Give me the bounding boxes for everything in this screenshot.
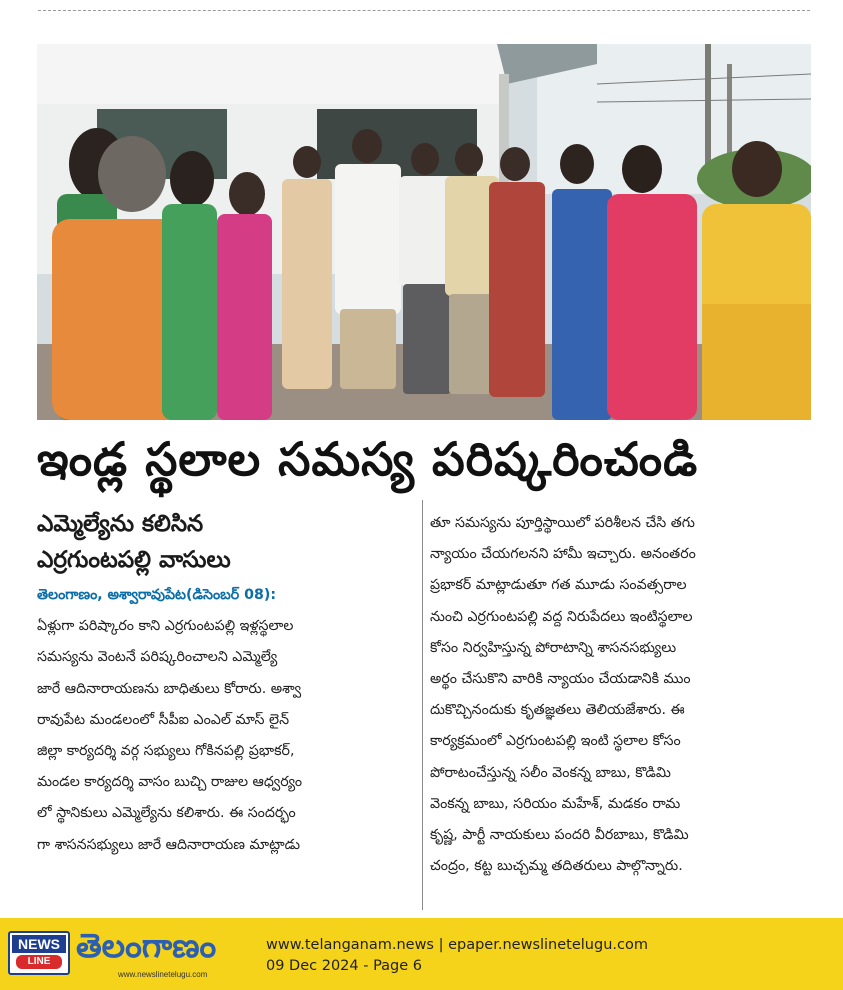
body-line: కార్యక్రమంలో ఎర్రగుంటపల్లి ఇంటి స్థలాల కోసం [430,733,681,750]
newsline-logo [8,931,70,975]
body-line: లో స్థానికులు ఎమ్మెల్యేను కలిశారు. ఈ సందర్భం [37,805,296,822]
headline: ఇండ్ల స్థలాల సమస్య పరిష్కరించండి [37,432,699,486]
body-line: మండల కార్యదర్శి వాసం బుచ్చి రాజుల ఆధ్వర్యం [37,774,303,791]
body-line: నుంచి ఎర్రగుంటపల్లి వద్ద నిరుపేదలు ఇంటిస్థలాల [430,608,693,625]
body-line: తూ సమస్యను పూర్తిస్థాయిలో పరిశీలన చేసి తగు [430,515,695,531]
body-line: గా శాసనసభ్యులు జారే ఆదినారాయణ మాట్లాడు [37,836,300,853]
body-line: దుకొచ్చినందుకు కృతజ్ఞతలు తెలియజేశారు. ఈ [430,702,685,719]
body-line: వెంకన్న బాబు, సరియం మహేశ్, మడకం రామ [430,795,681,812]
footer-date-page: 09 Dec 2024 - Page 6 [266,958,423,974]
body-line: కృష్ణ, పార్టీ నాయకులు పందరి వీరబాబు, కొడిమి [430,827,689,844]
body-line: ఏళ్లుగా పరిష్కారం కాని ఎర్రగుంటపల్లి ఇళ్లస్థలాల [37,618,294,635]
body-line: రావుపేట మండలంలో సీపీఐ ఎంఎల్ మాస్ లైన్ [37,711,290,728]
body-line: ప్రభాకర్ మాట్లాడుతూ గత మూడు సంవత్సరాల [430,577,687,594]
group-photo-illustration [37,44,811,420]
dateline: తెలంగాణం, అశ్వారావుపేట(డిసెంబర్ 08): [37,587,277,603]
footer-urls: www.telanganam.news | epaper.newslinetelugu.com [266,937,648,953]
body-line: సమస్యను వెంటనే పరిష్కరించాలని ఎమ్మెల్యే [37,649,278,666]
subheadline-line-2: ఎర్రగుంటపల్లి వాసులు [37,547,231,573]
body-line: జిల్లా కార్యదర్శి వర్గ సభ్యులు గోకినపల్లి ప్రభాకర్, [37,743,295,760]
top-dashed-rule [38,10,810,11]
body-line: పోరాటంచేస్తున్న సలీం వెంకన్న బాబు, కొడిమి [430,764,671,781]
column-divider [422,500,423,910]
body-line: న్యాయం చేయగలనని హామీ ఇచ్చారు. అనంతరం [430,546,696,563]
subheadline-line-1: ఎమ్మెల్యేను కలిసిన [37,511,204,537]
body-line: కోసం నిర్వహిస్తున్న పోరాటాన్ని శాసనసభ్యులు [430,639,677,656]
news-photo [37,44,811,420]
body-line: జారే ఆదినారాయణను బాధితులు కోరారు. అశ్వా [37,680,302,697]
brand-name: తెలంగాణం [76,926,217,965]
footer-bar [0,918,843,990]
logo-line-text: LINE [16,955,62,969]
left-column [37,506,418,861]
body-line: అర్థం చేసుకొని వారికి న్యాయం చేయడానికి ముం [430,671,691,688]
right-column [430,508,811,882]
logo-news-text: NEWS [12,935,66,953]
brand-website: www.newslinetelugu.com [118,970,208,979]
body-line: చంద్రం, కట్ట బుచ్చమ్మ తదితరులు పాల్గొన్నారు. [430,858,683,875]
